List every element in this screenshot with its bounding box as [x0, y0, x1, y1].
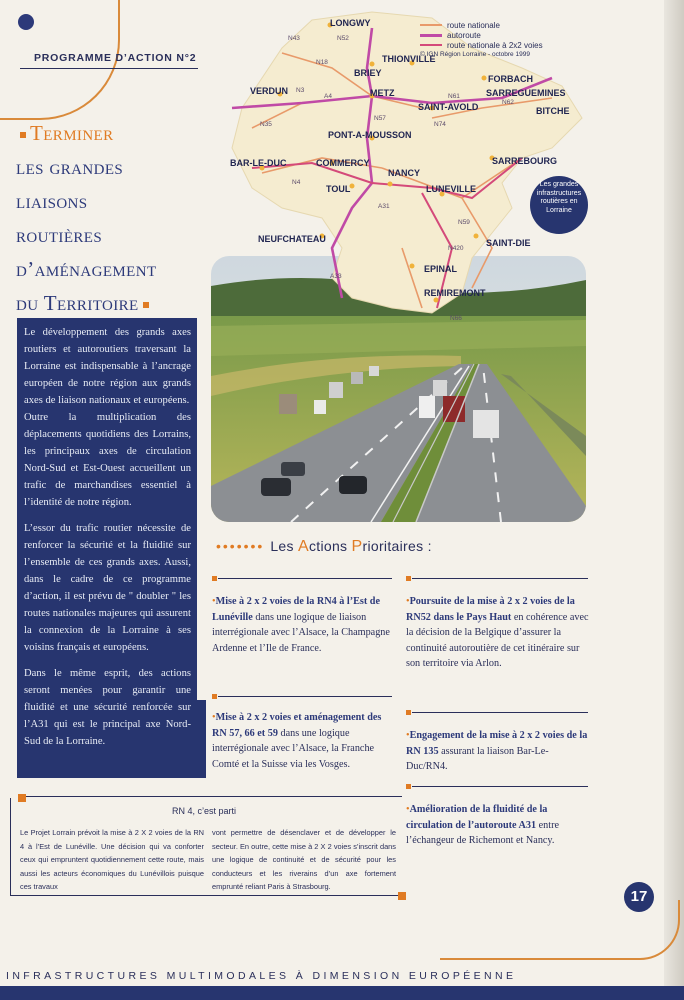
road-label: N57 — [374, 115, 386, 122]
action-bullet: • — [406, 804, 410, 815]
action-rule — [412, 578, 588, 579]
city-label-pont-a-mousson: PONT-A-MOUSSON — [328, 130, 412, 140]
rn4-box-end-marker — [398, 892, 406, 900]
city-label-neufchateau: NEUFCHATEAU — [258, 234, 326, 244]
intro-panel-tail — [196, 700, 206, 778]
city-label-sarrebourg: SARREBOURG — [492, 156, 558, 166]
heading-cap-a: A — [297, 538, 309, 555]
road-label: N62 — [502, 99, 514, 106]
rn4-box-marker — [18, 794, 26, 802]
action-bullet: • — [406, 730, 410, 741]
action-marker — [406, 784, 411, 789]
action-bold: Mise à 2 x 2 voies et aménagement des RN 57, 66 et 59 — [212, 712, 382, 739]
program-label: PROGRAMME D’ACTION N°2 — [34, 52, 197, 64]
action-rule — [412, 786, 588, 787]
action-text: dans une logique interrégionale avec l’Alsace, la Franche Comté et la Suisse via les Vosges. — [212, 727, 375, 770]
action-item — [406, 594, 590, 672]
action-item — [406, 802, 590, 849]
action-bullet: • — [212, 596, 216, 607]
action-rule — [218, 578, 392, 579]
page-edge-shadow — [664, 0, 684, 1000]
title-line-1: Terminer — [30, 121, 114, 145]
page-number: 17 — [624, 882, 654, 912]
map-legend — [420, 20, 543, 58]
action-marker — [406, 576, 411, 581]
heading-end: rioritaires : — [362, 538, 432, 554]
action-bold: Engagement de la mise à 2 x 2 voies de la RN 135 — [406, 730, 588, 757]
city-label-bar-le-duc: BAR-LE-DUC — [230, 158, 287, 168]
action-rule — [412, 712, 588, 713]
title-square-end-icon — [143, 302, 149, 308]
intro-paragraph: Dans le même esprit, des actions seront menées pour garantir une fluidité et une sécurité renforcée sur l’A31 qui est le principal axe Nord-Sud de la Lorraine. — [24, 668, 191, 747]
road-label: N4 — [292, 179, 301, 186]
city-label-forbach: FORBACH — [488, 74, 533, 84]
city-label-saint-die: SAINT-DIE — [486, 238, 531, 248]
intro-panel — [17, 318, 197, 778]
intro-paragraph: Outre la multiplication des déplacements quotidiens des Lorrains, les principaux axes de circulation Nord-Sud et Est-Ouest accueillent un trafic de marchandises essentiel à l’identité de notre région. — [24, 412, 191, 508]
road-label: N52 — [337, 35, 349, 42]
city-label-saint-avold: SAINT-AVOLD — [418, 102, 479, 112]
map-credit: © IGN Région Lorraine - octobre 1999 — [420, 51, 530, 58]
city-label-epinal: EPINAL — [424, 264, 458, 274]
legend-label: route nationale — [447, 20, 500, 30]
actions-heading — [216, 538, 432, 556]
city-label-verdun: VERDUN — [250, 86, 289, 96]
action-bold: Mise à 2 x 2 voies de la RN4 à l’Est de Lunéville — [212, 596, 380, 623]
intro-paragraph: L’essor du trafic routier nécessite de renforcer la sécurité et la fluidité sur l’ensemble de ces grands axes. Aussi, dans le cadre de ce programme d’action, il est prévu de " doubler " les routes nationales majeures qui assurent la connexion de la Lorraine à ses voisins français et européens. — [24, 523, 191, 653]
road-label: N74 — [434, 121, 446, 128]
title-square-icon — [20, 132, 26, 138]
heading-cap-p: P — [351, 538, 363, 555]
action-rule — [218, 696, 392, 697]
road-label: N59 — [458, 219, 470, 226]
legend-swatch-2x2 — [420, 44, 442, 46]
road-label: A33 — [330, 273, 342, 280]
legend-swatch-autoroute — [420, 34, 442, 37]
rn4-box-top-rule — [24, 796, 402, 797]
action-text: entre l’échangeur de Richemont et Nancy. — [406, 819, 559, 847]
legend-label: route nationale à 2x2 voies — [447, 40, 543, 50]
action-text: assurant la liaison Bar-Le-Duc/RN4. — [406, 745, 549, 773]
road-label: N43 — [288, 35, 300, 42]
road-label: N66 — [450, 315, 462, 322]
city-label-metz: METZ — [370, 88, 395, 98]
action-item — [212, 710, 394, 772]
road-label: N18 — [316, 59, 328, 66]
action-text: dans une logique de liaison interrégionale avec l’Alsace, la Champagne Ardenne et l’Ile de France. — [212, 611, 390, 654]
intro-paragraph: Le développement des grands axes routiers et autoroutiers traversant la Lorraine est indispensable à l’ancrage européen de notre région aux grands axes de liaison nationaux et européens. — [24, 327, 191, 406]
title-line-2: les grandes — [16, 155, 124, 179]
city-label-thionville: THIONVILLE — [382, 54, 436, 64]
action-bold: Poursuite de la mise à 2 x 2 voies de la RN52 dans le Pays Haut — [406, 596, 575, 623]
rn4-box-column: vont permettre de désenclaver et de développer le secteur. En outre, cette mise à 2 X 2 voies s’inscrit dans une logique de continuité et de sécurité pour les conducteurs et les riverains d’un axe fortement emprunté reliant Paris à Strasbourg. — [212, 828, 396, 891]
city-label-luneville: LUNEVILLE — [426, 184, 477, 194]
footer-band — [0, 986, 684, 1000]
road-label: A4 — [324, 93, 332, 100]
city-label-sarreguemines: SARREGUEMINES — [486, 88, 566, 98]
city-label-toul: TOUL — [326, 184, 351, 194]
action-bullet: • — [406, 596, 410, 607]
road-label: N35 — [260, 121, 272, 128]
footer-title: INFRASTRUCTURES MULTIMODALES À DIMENSION EUROPÉENNE — [6, 970, 517, 982]
road-label: A31 — [378, 203, 390, 210]
title-line-4: routières — [16, 223, 103, 247]
road-label: N61 — [448, 93, 460, 100]
action-bold: Amélioration de la fluidité de la circulation de l’autoroute A31 — [406, 804, 548, 831]
action-item — [212, 594, 394, 656]
heading-mid: ctions — [308, 538, 352, 554]
city-label-briey: BRIEY — [354, 68, 382, 78]
action-marker — [212, 576, 217, 581]
program-rule — [20, 68, 198, 69]
action-marker — [212, 694, 217, 699]
map-badge: Les grandes infrastructures routières en Lorraine — [530, 176, 588, 234]
city-label-remiremont: REMIREMONT — [424, 288, 486, 298]
rn4-box-column: Le Projet Lorrain prévoit la mise à 2 X 2 voies de la RN 4 à l’Est de Lunéville. Une décision qui va conforter ceux qui empruntent quotidiennement cette route, mais aussi les acteurs économiques du Lunévillois puisque ces travaux — [20, 828, 204, 891]
action-marker — [406, 710, 411, 715]
title-line-6: du Territoire — [16, 291, 139, 315]
legend-label: autoroute — [447, 30, 481, 40]
city-label-longwy: LONGWY — [330, 18, 371, 28]
action-bullet: • — [212, 712, 216, 723]
city-label-commercy: COMMERCY — [316, 158, 370, 168]
road-label: N420 — [448, 245, 464, 252]
corner-ornament-dot — [18, 14, 34, 30]
city-label-nancy: NANCY — [388, 168, 421, 178]
legend-swatch-nationale — [420, 24, 442, 26]
heading-prefix: Les — [270, 538, 298, 554]
page-title — [16, 116, 206, 320]
action-item — [406, 728, 590, 775]
road-label: N3 — [296, 87, 305, 94]
heading-dots: ••••••• — [216, 538, 265, 554]
rn4-box-title: RN 4, c’est parti — [172, 806, 237, 816]
action-text: en cohérence avec la décision de la Belgique d’assurer la continuité autoroutière de cet itinéraire sur son territoire via Arlon. — [406, 611, 589, 670]
title-line-5: d’aménagement — [16, 257, 157, 281]
city-label-bitche: BITCHE — [536, 106, 570, 116]
title-line-3: liaisons — [16, 189, 88, 213]
